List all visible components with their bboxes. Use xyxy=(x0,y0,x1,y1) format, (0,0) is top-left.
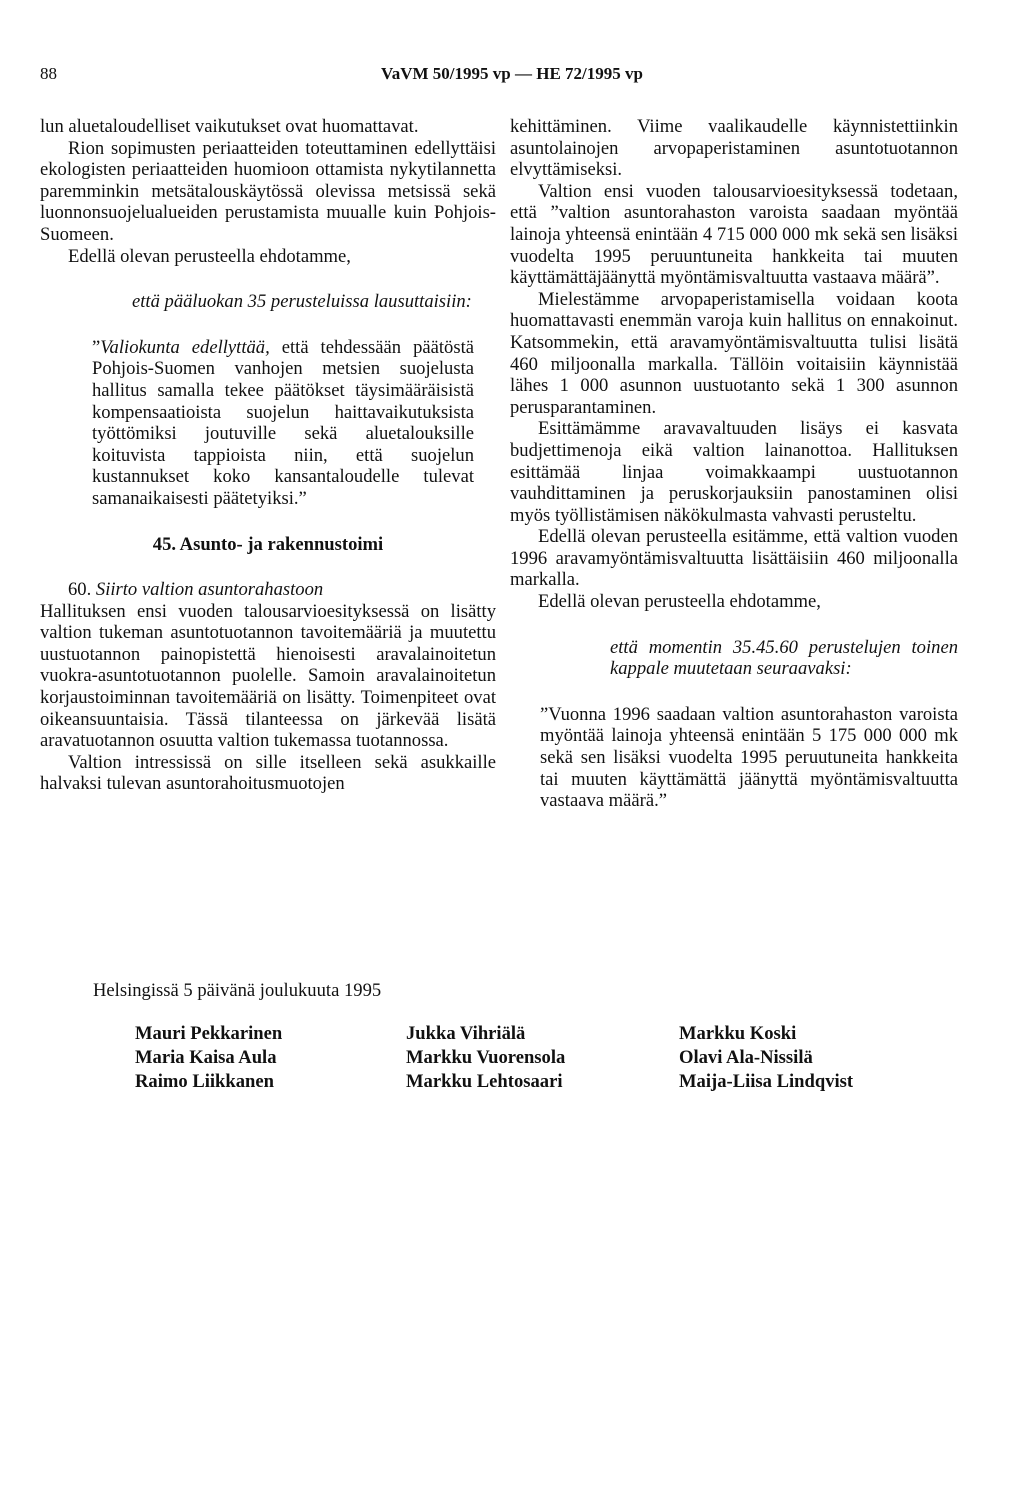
left-quote-body: että tehdessään päätöstä Pohjois-Suomen vanhojen metsien suojelusta hallitus samalla tekee päätökset täysimääräisistä kompensaatioista suojelun haittavaikutuksista työttömiksi joutuville sekä aluetalouksille koituvista tappioista niin, että suojelun kustannukset koko kansantaloudelle tulevat samanaikaisesti päätetyiksi.” xyxy=(92,336,474,509)
subsection-title: Siirto valtion asuntorahastoon xyxy=(95,579,324,601)
signatory: Markku Vuorensola xyxy=(406,1047,566,1068)
signatory: Markku Lehtosaari xyxy=(406,1071,563,1092)
section-heading: 45. Asunto- ja rakennustoimi xyxy=(152,533,384,555)
right-paragraph-2: Valtion ensi vuoden talousarvioesityksessä todetaan, että ”valtion asuntorahaston varoista saadaan myöntää lainoja yhteensä enintään 4 715 000 000 mk sekä sen lisäksi vuodelta 1995 peruuntuneita hankkeita tai muuten käyttämättäjäänyttä myöntämisvaltuutta vastaava määrä”. xyxy=(510,180,958,289)
signatures-column-1 xyxy=(135,1022,282,1094)
left-paragraph-5: Valtion intressissä on sille itselleen sekä asukkaille halvaksi tulevan asuntorahoitusmuotojen xyxy=(40,751,496,795)
right-paragraph-1: kehittäminen. Viime vaalikaudelle käynnistettiinkin asuntolainojen arvopaperistaminen asuntotuotannon elvyttämiseksi. xyxy=(510,116,958,181)
right-column xyxy=(510,116,958,812)
signatory: Olavi Ala-Nissilä xyxy=(679,1047,813,1068)
signatory: Raimo Liikkanen xyxy=(135,1071,274,1092)
left-paragraph-3: Edellä olevan perusteella ehdotamme, xyxy=(68,245,351,267)
right-paragraph-3: Mielestämme arvopaperistamisella voidaan koota huomattavasti enemmän varoja kuin hallitus on ennakoinut. Katsommekin, että aravamyöntämisvaltuutta tulisi lisätä 460 miljoonalla markalla. Tällöin voitaisiin käynnistää lähes 1 000 asunnon uustuotanto sekä 1 300 asunnon perusparantaminen. xyxy=(510,288,958,418)
page-number: 88 xyxy=(40,64,57,83)
subsection-heading xyxy=(40,579,496,601)
left-paragraph-2: Rion sopimusten periaatteiden toteuttaminen edellyttäisi ekologisten periaatteiden huomioon ottamista nykytilannetta paremminkin metsätalouskäytössä olevissa metsissä sekä luonnonsuojelualueiden perustamista muualle kuin Pohjois-Suomeen. xyxy=(40,137,496,245)
right-proposal-intro: että momentin 35.45.60 perustelujen toinen kappale muutetaan seuraavaksi: xyxy=(610,636,958,680)
left-paragraph-1: lun aluetaloudelliset vaikutukset ovat huomattavat. xyxy=(40,116,419,137)
signatures-column-3 xyxy=(679,1022,853,1094)
signatory: Mauri Pekkarinen xyxy=(135,1023,283,1044)
signatures-column-2 xyxy=(406,1022,565,1094)
left-proposal-intro: että pääluokan 35 perusteluissa lausuttaisiin: xyxy=(132,291,472,313)
signature-place-date: Helsingissä 5 päivänä joulukuuta 1995 xyxy=(93,980,382,1001)
right-paragraph-4: Esittämämme aravavaltuuden lisäys ei kasvata budjettimenoja eikä valtion lainanottoa. Hallituksen esittämää linjaa voimakkaampi uustuotannon vauhdittaminen ja peruskorjauksiin panostaminen olisi myös työllistämisen näkökulmasta vahvasti perusteltu. xyxy=(510,418,958,526)
right-quote: ”Vuonna 1996 saadaan valtion asuntorahaston varoista myöntää lainoja yhteensä enintään 5 175 000 000 mk sekä sen lisäksi vuodelta 1995 peruutuneita hankkeita tai muuten käyttämättä jäänyttä myöntämisvaltuutta vastaava määrä.” xyxy=(540,703,958,812)
left-quote xyxy=(92,337,474,510)
left-quote-open: ” xyxy=(92,336,101,358)
signatory: Maria Kaisa Aula xyxy=(135,1047,277,1068)
subsection-number: 60. xyxy=(68,579,92,601)
signatory: Maija-Liisa Lindqvist xyxy=(679,1071,854,1092)
running-title: VaVM 50/1995 vp — HE 72/1995 vp xyxy=(381,64,643,83)
left-column xyxy=(40,116,496,795)
signatory: Jukka Vihriälä xyxy=(406,1023,526,1044)
left-paragraph-4: Hallituksen ensi vuoden talousarvioesityksessä on lisätty valtion tukeman asuntotuotannon tavoitemääriä ja muutettu uustuotannon painopistettä hienoisesti aravalainoitetun vuokra-asuntotuotannon puolelle. Samoin aravalainoitetun korjaustoiminnan tavoitemääriä on lisätty. Toimenpiteet ovat oikeansuuntaisia. Tässä tilanteessa on järkevää lisätä aravatuotannon osuutta valtion tukemassa tuotannossa. xyxy=(40,600,496,752)
left-quote-lead: Valiokunta edellyttää, xyxy=(100,336,270,358)
signatory: Markku Koski xyxy=(679,1023,797,1044)
right-paragraph-5: Edellä olevan perusteella esitämme, että valtion vuoden 1996 aravamyöntämisvaltuutta lisättäisiin 460 miljoonalla markalla. xyxy=(510,526,958,591)
right-paragraph-6: Edellä olevan perusteella ehdotamme, xyxy=(538,591,821,613)
